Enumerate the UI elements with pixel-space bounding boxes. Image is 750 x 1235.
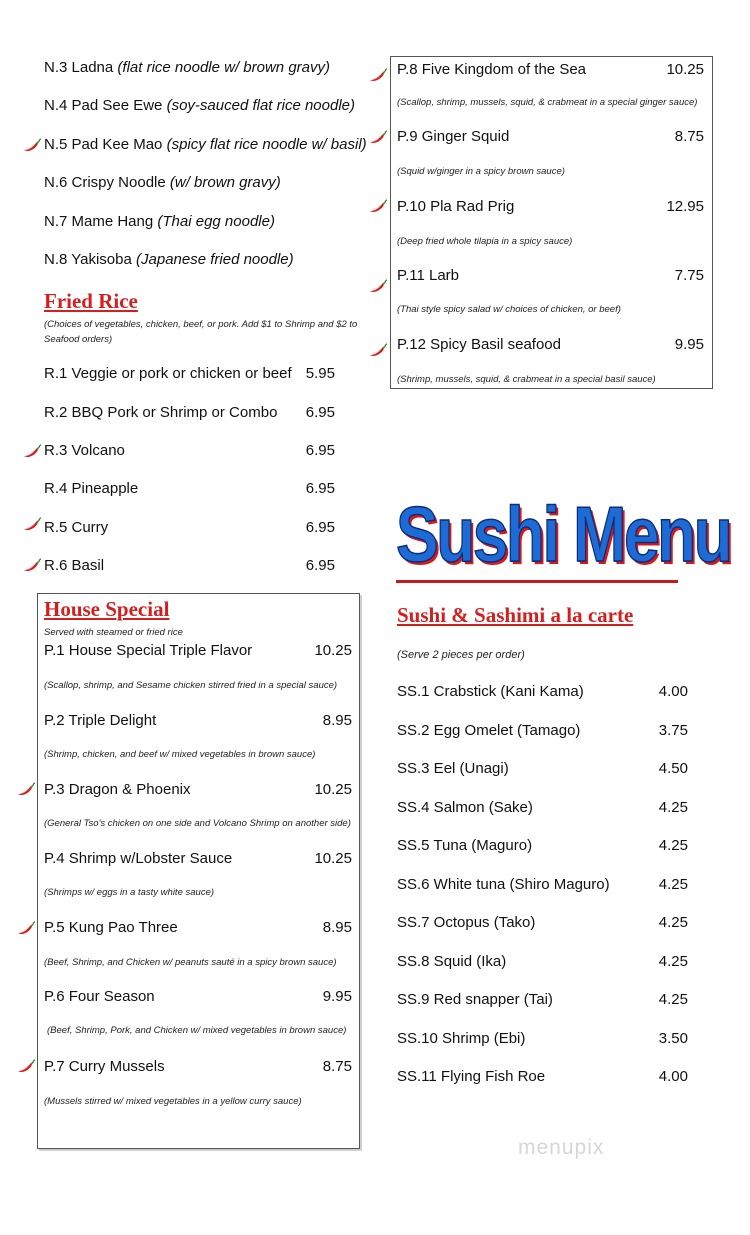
chili-pepper-icon bbox=[16, 782, 36, 796]
chili-pepper-icon bbox=[16, 921, 36, 935]
menu-item-description: (Scallop, shrimp, mussels, squid, & crabmeat in a special ginger sauce) bbox=[397, 97, 698, 108]
menu-item-price: 10.25 bbox=[314, 781, 352, 798]
menu-item-price: 8.95 bbox=[322, 712, 352, 729]
menu-item bbox=[44, 96, 355, 116]
menu-item-price: 4.25 bbox=[658, 953, 688, 970]
item-name: N.7 Mame Hang bbox=[44, 213, 154, 230]
menu-item-name: R.5 Curry bbox=[44, 519, 109, 536]
menu-item-price: 4.25 bbox=[658, 799, 688, 816]
menu-item-price: 6.95 bbox=[305, 480, 335, 497]
chili-pepper-icon bbox=[16, 1059, 36, 1073]
menu-item-description: (Deep fried whole tilapia in a spicy sauce) bbox=[397, 236, 573, 247]
fried-rice-note-line1: (Choices of vegetables, chicken, beef, or pork. Add $1 to Shrimp and $2 to bbox=[44, 319, 358, 330]
item-name: N.4 Pad See Ewe bbox=[44, 97, 163, 114]
menu-item bbox=[44, 173, 281, 193]
menu-item-name: SS.7 Octopus (Tako) bbox=[397, 914, 536, 931]
menu-item-description: (Shrimps w/ eggs in a tasty white sauce) bbox=[44, 887, 215, 898]
house-special-heading: House Special bbox=[44, 597, 170, 621]
chili-pepper-icon bbox=[368, 199, 388, 213]
menu-item-price: 5.95 bbox=[305, 365, 335, 382]
menu-item-description: (Shrimp, chicken, and beef w/ mixed vegetables in brown sauce) bbox=[44, 749, 316, 760]
menu-item-name: SS.2 Egg Omelet (Tamago) bbox=[397, 722, 581, 739]
menu-item-name: R.4 Pineapple bbox=[44, 480, 139, 497]
sushi-section-heading: Sushi & Sashimi a la carte bbox=[397, 603, 634, 627]
menu-item-name: SS.6 White tuna (Shiro Maguro) bbox=[397, 876, 610, 893]
menu-item-price: 10.25 bbox=[666, 61, 704, 78]
menu-item-price: 4.00 bbox=[658, 1068, 688, 1085]
fried-rice-heading: Fried Rice bbox=[44, 289, 138, 313]
menu-item-description: (Thai style spicy salad w/ choices of chicken, or beef) bbox=[397, 304, 621, 315]
menu-item-price: 4.00 bbox=[658, 683, 688, 700]
chili-pepper-icon bbox=[368, 130, 388, 144]
menu-item-name: R.6 Basil bbox=[44, 557, 105, 574]
menu-item-price: 7.75 bbox=[674, 267, 704, 284]
menu-item-name: P.10 Pla Rad Prig bbox=[397, 198, 515, 215]
sushi-menu-title: Sushi Menu bbox=[396, 490, 731, 578]
menu-item-name: P.2 Triple Delight bbox=[44, 712, 157, 729]
menupix-watermark: menupix bbox=[518, 1136, 605, 1159]
menu-item-name: P.1 House Special Triple Flavor bbox=[44, 642, 253, 659]
item-name: N.8 Yakisoba bbox=[44, 251, 132, 268]
menu-item-name: R.3 Volcano bbox=[44, 442, 125, 459]
item-description: (flat rice noodle w/ brown gravy) bbox=[117, 59, 330, 76]
menu-item-price: 4.25 bbox=[658, 876, 688, 893]
chili-pepper-icon bbox=[368, 279, 388, 293]
menu-item-description: (Shrimp, mussels, squid, & crabmeat in a special basil sauce) bbox=[397, 374, 656, 385]
menu-item-price: 9.95 bbox=[674, 336, 704, 353]
item-name: N.6 Crispy Noodle bbox=[44, 174, 166, 191]
item-name: N.5 Pad Kee Mao bbox=[44, 136, 163, 153]
menu-item bbox=[44, 250, 294, 270]
menu-item-name: SS.9 Red snapper (Tai) bbox=[397, 991, 553, 1008]
menu-item-name: SS.3 Eel (Unagi) bbox=[397, 760, 509, 777]
menu-item-name: P.5 Kung Pao Three bbox=[44, 919, 178, 936]
item-description: (spicy flat rice noodle w/ basil) bbox=[166, 136, 367, 153]
menu-item-price: 3.50 bbox=[658, 1030, 688, 1047]
menu-item-name: P.7 Curry Mussels bbox=[44, 1058, 165, 1075]
chili-pepper-icon bbox=[22, 558, 42, 572]
menu-item-description: (Squid w/ginger in a spicy brown sauce) bbox=[397, 166, 565, 177]
item-description: (w/ brown gravy) bbox=[169, 174, 281, 191]
menu-item bbox=[44, 212, 275, 232]
menu-item-name: SS.8 Squid (Ika) bbox=[397, 953, 507, 970]
menu-item-price: 8.95 bbox=[322, 919, 352, 936]
menu-item-price: 4.50 bbox=[658, 760, 688, 777]
menu-item-price: 4.25 bbox=[658, 991, 688, 1008]
sushi-note: (Serve 2 pieces per order) bbox=[397, 649, 525, 661]
menu-item-description: (General Tso's chicken on one side and Volcano Shrimp on another side) bbox=[44, 818, 351, 829]
menu-item-price: 4.25 bbox=[658, 837, 688, 854]
menu-item-name: P.12 Spicy Basil seafood bbox=[397, 336, 561, 353]
menu-item-name: P.4 Shrimp w/Lobster Sauce bbox=[44, 850, 233, 867]
menu-item-description: (Mussels stirred w/ mixed vegetables in a yellow curry sauce) bbox=[44, 1096, 302, 1107]
menu-item-name: R.2 BBQ Pork or Shrimp or Combo bbox=[44, 404, 278, 421]
menu-item-name: P.6 Four Season bbox=[44, 988, 155, 1005]
menu-item-price: 4.25 bbox=[658, 914, 688, 931]
menu-item-price: 12.95 bbox=[666, 198, 704, 215]
menu-item bbox=[44, 58, 330, 78]
menu-item-name: P.8 Five Kingdom of the Sea bbox=[397, 61, 587, 78]
menu-item-price: 3.75 bbox=[658, 722, 688, 739]
menu-item-name: SS.1 Crabstick (Kani Kama) bbox=[397, 683, 584, 700]
menu-item-name: SS.11 Flying Fish Roe bbox=[397, 1068, 546, 1085]
chili-pepper-icon bbox=[22, 138, 42, 152]
menu-item-price: 6.95 bbox=[305, 557, 335, 574]
item-description: (Japanese fried noodle) bbox=[136, 251, 294, 268]
menu-item-price: 6.95 bbox=[305, 519, 335, 536]
chili-pepper-icon bbox=[368, 68, 388, 82]
menu-item-description: (Beef, Shrimp, and Chicken w/ peanuts sauté in a spicy brown sauce) bbox=[44, 957, 337, 968]
menu-item-name: SS.10 Shrimp (Ebi) bbox=[397, 1030, 526, 1047]
house-special-note: Served with steamed or fried rice bbox=[44, 627, 183, 638]
chili-pepper-icon bbox=[22, 517, 42, 531]
menu-item-price: 9.95 bbox=[322, 988, 352, 1005]
menu-item-description: (Beef, Shrimp, Pork, and Chicken w/ mixed vegetables in brown sauce) bbox=[47, 1025, 347, 1036]
menu-item-price: 6.95 bbox=[305, 404, 335, 421]
chili-pepper-icon bbox=[22, 444, 42, 458]
menu-item-name: SS.5 Tuna (Maguro) bbox=[397, 837, 533, 854]
menu-item-name: P.9 Ginger Squid bbox=[397, 128, 510, 145]
menu-item-name: SS.4 Salmon (Sake) bbox=[397, 799, 533, 816]
menu-item-name: P.11 Larb bbox=[397, 267, 459, 284]
menu-item-name: R.1 Veggie or pork or chicken or beef bbox=[44, 365, 292, 382]
item-description: (Thai egg noodle) bbox=[157, 213, 275, 230]
item-name: N.3 Ladna bbox=[44, 59, 114, 76]
sushi-title-underline bbox=[396, 580, 678, 583]
menu-item-price: 8.75 bbox=[322, 1058, 352, 1075]
menu-item-price: 10.25 bbox=[314, 850, 352, 867]
menu-item-name: P.3 Dragon & Phoenix bbox=[44, 781, 191, 798]
item-description: (soy-sauced flat rice noodle) bbox=[166, 97, 356, 114]
menu-item bbox=[44, 135, 367, 155]
menu-item-price: 10.25 bbox=[314, 642, 352, 659]
menu-item-price: 6.95 bbox=[305, 442, 335, 459]
chili-pepper-icon bbox=[368, 343, 388, 357]
fried-rice-note-line2: Seafood orders) bbox=[44, 334, 113, 345]
menu-item-description: (Scallop, shrimp, and Sesame chicken stirred fried in a special sauce) bbox=[44, 680, 338, 691]
menu-item-price: 8.75 bbox=[674, 128, 704, 145]
